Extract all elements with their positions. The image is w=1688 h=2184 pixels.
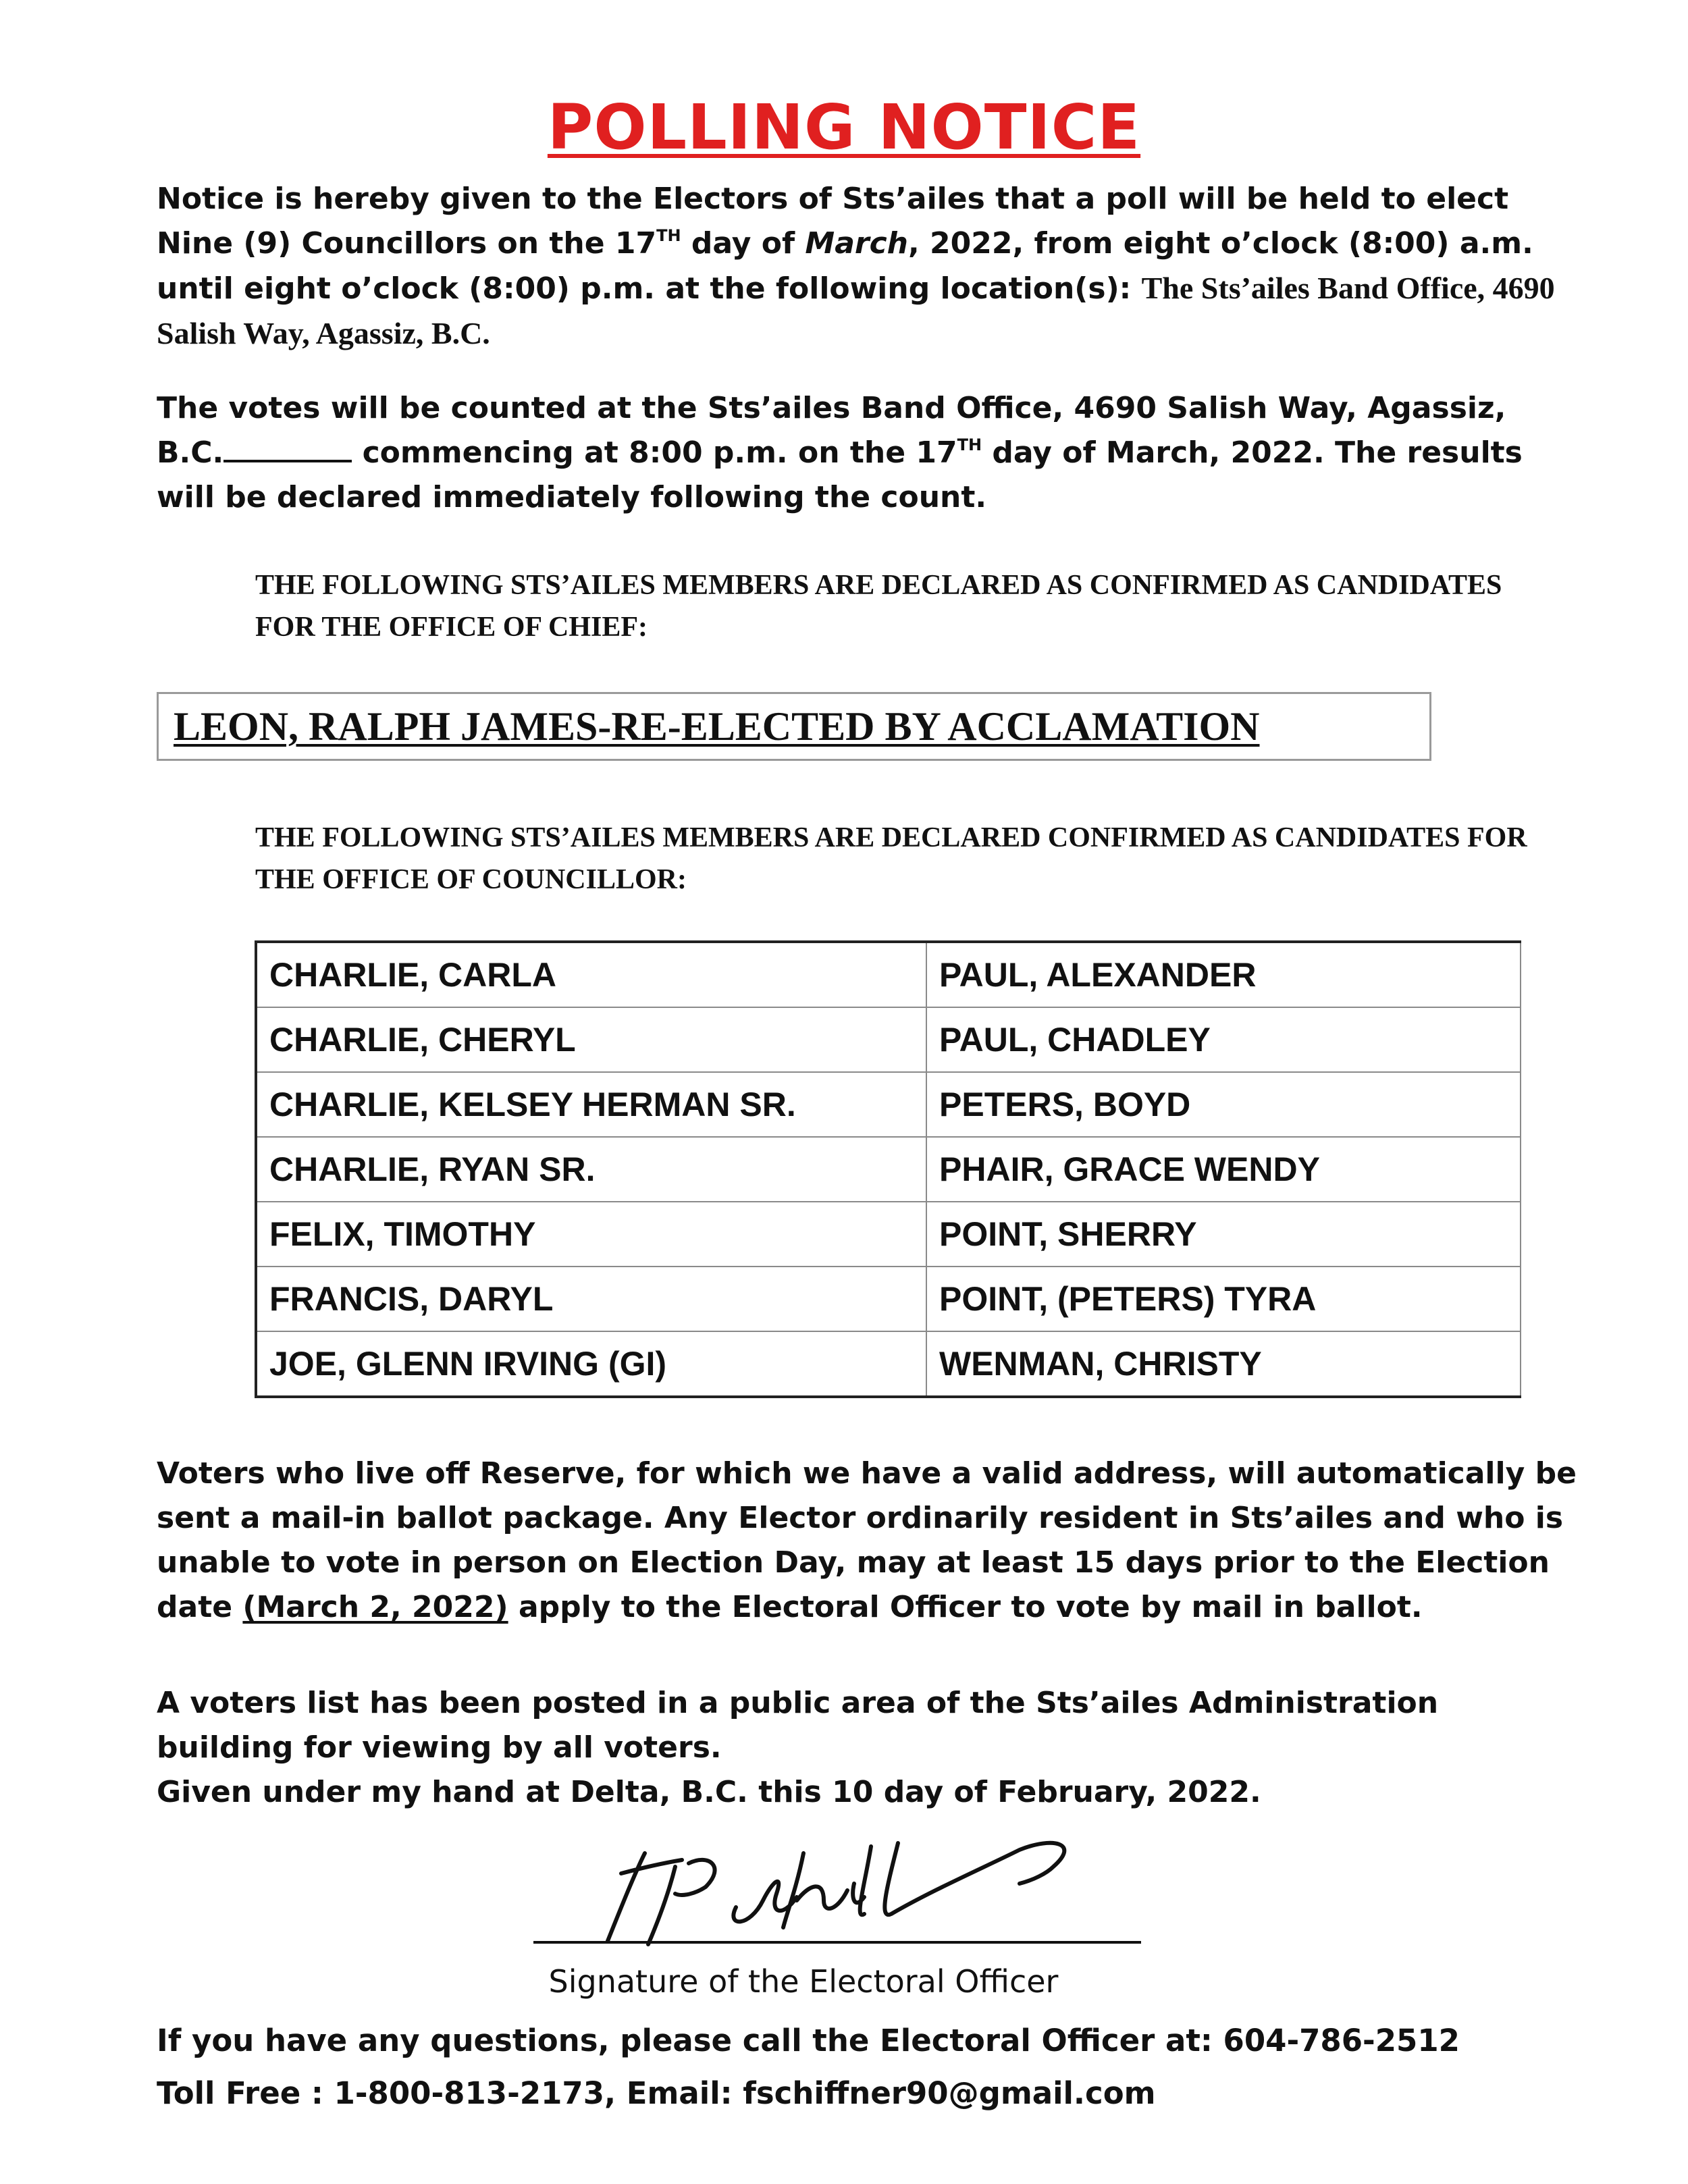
mail-paragraph — [157, 1451, 1581, 1630]
table-row — [256, 942, 1521, 1007]
candidate-name: CHARLIE, CHERYL — [256, 1007, 926, 1072]
mail-deadline-date: (March 2, 2022) — [242, 1590, 508, 1624]
count-text-2: commencing at 8:00 p.m. on the 17 — [362, 435, 957, 470]
candidate-name: FELIX, TIMOTHY — [256, 1202, 926, 1267]
blank-line — [223, 453, 352, 462]
notice-text-3: , 2022, from eight o’clock (8:00) a.m. until eight o’clock (8:00) p.m. at the following location(s): — [157, 226, 1533, 306]
candidate-name: CHARLIE, KELSEY HERMAN SR. — [256, 1072, 926, 1137]
chief-result-box — [157, 692, 1431, 761]
count-paragraph — [157, 386, 1561, 520]
given-line: Given under my hand at Delta, B.C. this 10 day of February, 2022. — [157, 1775, 1261, 1809]
mail-text-1: Voters who live off Reserve, for which we have a valid address, will automatically be sent a mail-in ballot package. Any Elector ordinarily resident in Sts’ailes and who is unable to vote in person on Election Day, may at least 15 days prior to the Election date — [157, 1456, 1577, 1624]
candidate-name: PETERS, BOYD — [926, 1072, 1521, 1137]
candidate-name: CHARLIE, RYAN SR. — [256, 1137, 926, 1202]
candidate-name: FRANCIS, DARYL — [256, 1267, 926, 1331]
candidate-name: PHAIR, GRACE WENDY — [926, 1137, 1521, 1202]
candidate-name: PAUL, ALEXANDER — [926, 942, 1521, 1007]
candidate-name: PAUL, CHADLEY — [926, 1007, 1521, 1072]
table-row — [256, 1072, 1521, 1137]
candidate-name: POINT, (PETERS) TYRA — [926, 1267, 1521, 1331]
voters-list-paragraph: A voters list has been posted in a public area of the Sts’ailes Administration building for viewing by all voters. — [157, 1686, 1439, 1765]
signature-label: Signature of the Electoral Officer — [548, 1963, 1059, 2000]
notice-month: March — [805, 226, 908, 261]
contact-phone: If you have any questions, please call the Electoral Officer at: 604-786-2512 — [157, 2023, 1460, 2058]
table-row — [256, 1137, 1521, 1202]
councillor-heading: THE FOLLOWING STS’AILES MEMBERS ARE DECLARED CONFIRMED AS CANDIDATES FOR THE OFFICE OF COUNCILLOR: — [255, 822, 1527, 895]
notice-paragraph — [157, 177, 1561, 356]
count-text-3: day of March, 2022. The results will be declared immediately following the count. — [157, 435, 1523, 514]
mail-text-2: apply to the Electoral Officer to vote by mail in ballot. — [508, 1590, 1423, 1624]
count-text-1: The votes will be counted at the Sts’ailes Band Office, 4690 Salish Way, Agassiz, B.C. — [157, 391, 1506, 470]
candidate-name: POINT, SHERRY — [926, 1202, 1521, 1267]
notice-sup: TH — [656, 226, 681, 245]
signature-line — [533, 1941, 1141, 1944]
chief-heading: THE FOLLOWING STS’AILES MEMBERS ARE DECLARED AS CONFIRMED AS CANDIDATES FOR THE OFFICE OF CHIEF: — [255, 570, 1502, 643]
contact-tollfree-email: Toll Free : 1-800-813-2173, Email: fschiffner90@gmail.com — [157, 2075, 1156, 2111]
notice-text-1: Notice is hereby given to the Electors of Sts’ailes that a poll will be held to elect Nine (9) Councillors on the 17 — [157, 182, 1509, 261]
candidate-name: JOE, GLENN IRVING (GI) — [256, 1331, 926, 1397]
notice-location: The Sts’ailes Band Office, 4690 Salish Way, Agassiz, B.C. — [157, 271, 1555, 350]
candidate-name: WENMAN, CHRISTY — [926, 1331, 1521, 1397]
count-sup: TH — [957, 435, 982, 454]
notice-text-2: day of — [681, 226, 806, 261]
chief-result: LEON, RALPH JAMES-RE-ELECTED BY ACCLAMATION — [174, 704, 1260, 749]
table-row — [256, 1331, 1521, 1397]
candidates-table — [255, 940, 1521, 1398]
table-row — [256, 1007, 1521, 1072]
page-title: POLLING NOTICE — [547, 91, 1141, 163]
candidate-name: CHARLIE, CARLA — [256, 942, 926, 1007]
table-row — [256, 1202, 1521, 1267]
table-row — [256, 1267, 1521, 1331]
